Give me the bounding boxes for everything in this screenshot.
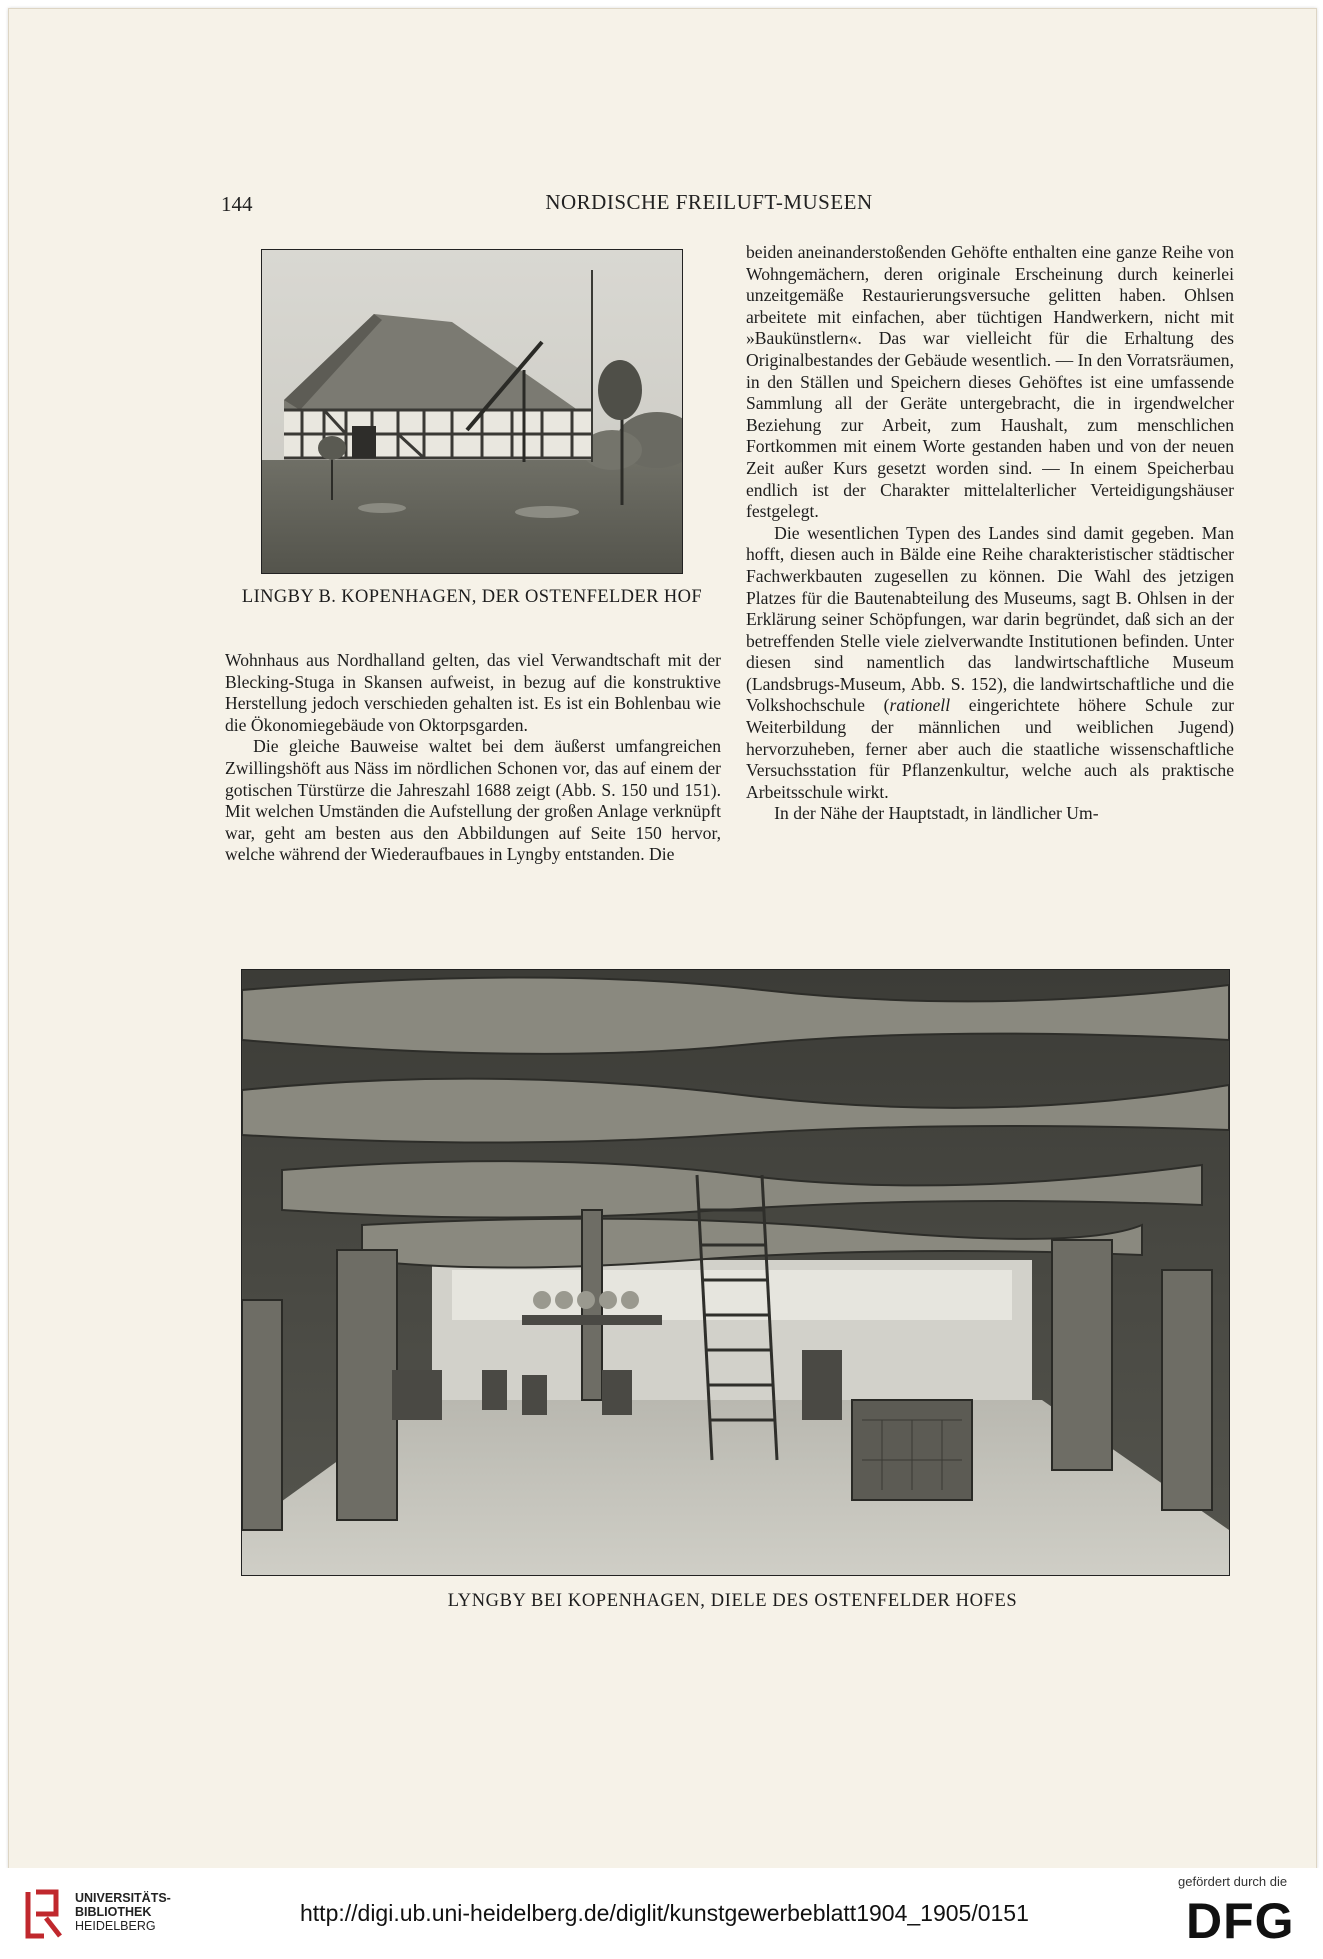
- left-column: [225, 650, 721, 866]
- right-paragraph-3: In der Nähe der Hauptstadt, in ländlicher Um-: [774, 803, 1099, 824]
- dfg-logo: DFG: [1186, 1893, 1295, 1949]
- hall-interior-illustration: [242, 970, 1229, 1575]
- farmhouse-illustration: [262, 250, 682, 573]
- right-paragraph-2: Die wesentlichen Typen des Landes sind damit gegeben. Man hofft, diesen auch in Bälde eine Reihe charakteristischer städtischer Fachwerkbauten zugesellen zu können. Die Wahl des jetzigen Platzes für die Bautenabteilung des Museums, sagt B. Ohlsen in der Erklärung seiner Schöpfungen, war darin begründet, daß sich an der betreffenden Stelle viele zielverwandte Institutionen befinden. Unter diesen sind namentlich das landwirtschaftliche Museum (Landsbrugs-Museum, Abb. S. 152), die landwirtschaftliche und die Volkshochschule (rationell eingerichtete höhere Schule zur Weiterbildung der männlichen und weiblichen Jugend) hervorzuheben, ferner aber auch die staatliche wissenschaftliche Versuchsstation für Pflanzenkultur, welche auch als praktische Arbeitsschule wirkt.: [746, 522, 1234, 802]
- left-paragraph-2: Die gleiche Bauweise waltet bei dem äußerst umfangreichen Zwillingshöft aus Näss im nördlichen Schonen vor, das auf einem der gotischen Türstürze die Jahreszahl 1688 zeigt (Abb. S. 150 und 151). Mit welchen Umständen die Aufstellung der großen Anlage verknüpft war, geht am besten aus den Abbildungen auf Seite 150 hervor, welche während der Wiederaufbaues in Lyngby entstanden. Die: [225, 736, 721, 865]
- bottom-figure-caption: LYNGBY BEI KOPENHAGEN, DIELE DES OSTENFELDER HOFES: [447, 1591, 1018, 1611]
- footer-bar: [0, 1868, 1323, 1959]
- left-paragraph-1: Wohnhaus aus Nordhalland gelten, das viel Verwandtschaft mit der Blecking-Stuga in Skansen aufweist, in bezug auf die konstruktive Herstellung jedoch verschieden gehalten ist. Es ist ein Bohlenbau wie die Ökonomiegebäude von Oktorpsgarden.: [225, 650, 721, 735]
- right-paragraph-1: beiden aneinanderstoßenden Gehöfte enthalten eine ganze Reihe von Wohngemächern, deren originale Erscheinung durch keinerlei unzeitgemäße Restaurierungsversuche gelitten haben. Ohlsen arbeitete mit einfachen, aber tüchtigen Handwerkern, nicht mit »Baukünstlern«. Das war vielleicht für die Erhaltung des Originalbestandes der Gebäude wesentlich. — In den Vorratsräumen, in den Ställen und Speichern dieses Gehöftes ist eine umfassende Sammlung all der Geräte untergebracht, die in irgendwelcher Beziehung zur Arbeit, zum Haushalt, zum menschlichen Fortkommen mit einem Worte gestanden haben und von der neuen Zeit außer Kurs gesetzt worden sind. — In einem Speicherbau endlich ist der Charakter mittelalterlicher Verteidigungshäuser festgelegt.: [746, 242, 1234, 522]
- library-name: UNIVERSITÄTS- BIBLIOTHEK HEIDELBERG: [75, 1891, 171, 1933]
- page-number: 144: [221, 192, 253, 216]
- top-figure-caption: LINGBY B. KOPENHAGEN, DER OSTENFELDER HOF: [241, 587, 703, 607]
- university-library-logo-icon: [22, 1888, 64, 1940]
- italic-word: rationell: [889, 695, 951, 716]
- scanned-page: [8, 8, 1317, 1870]
- hall-interior-photo: [241, 969, 1230, 1576]
- running-title: NORDISCHE FREILUFT-MUSEEN: [545, 190, 873, 214]
- funding-label: gefördert durch die: [1178, 1874, 1288, 1889]
- farmhouse-photo: [261, 249, 683, 574]
- right-column: [746, 242, 1234, 825]
- permalink-url[interactable]: http://digi.ub.uni-heidelberg.de/diglit/kunstgewerbeblatt1904_1905/0151: [300, 1900, 1029, 1926]
